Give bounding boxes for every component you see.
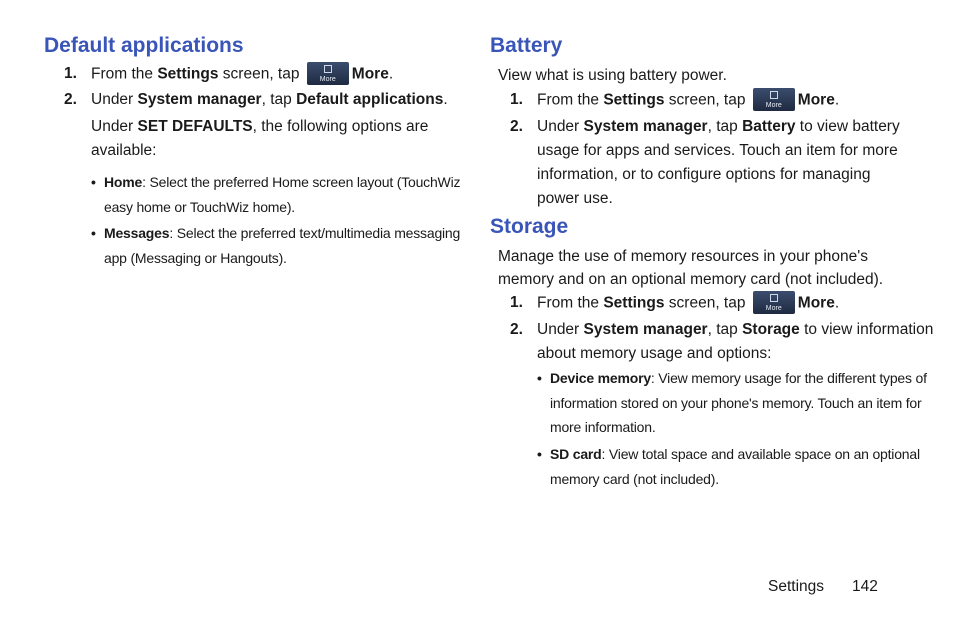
battery-intro: View what is using battery power. [498, 67, 727, 84]
more-button-icon: More [307, 62, 349, 85]
section-title-default-applications: Default applications [44, 34, 244, 57]
more-button-icon: More [753, 88, 795, 111]
more-grid-icon [324, 65, 332, 73]
footer-section-name: Settings [768, 578, 825, 595]
more-grid-icon [770, 91, 778, 99]
section-title-storage: Storage [490, 215, 569, 238]
footer-page-number: 142 [852, 578, 878, 595]
more-grid-icon [770, 294, 778, 302]
section-title-battery: Battery [490, 34, 563, 57]
storage-intro: Manage the use of memory resources in your phone's memory and on an optional memory card (not included). [498, 248, 884, 288]
set-defaults-paragraph: Under SET DEFAULTS, the following options are available: [91, 118, 429, 159]
more-button-icon: More [753, 291, 795, 314]
